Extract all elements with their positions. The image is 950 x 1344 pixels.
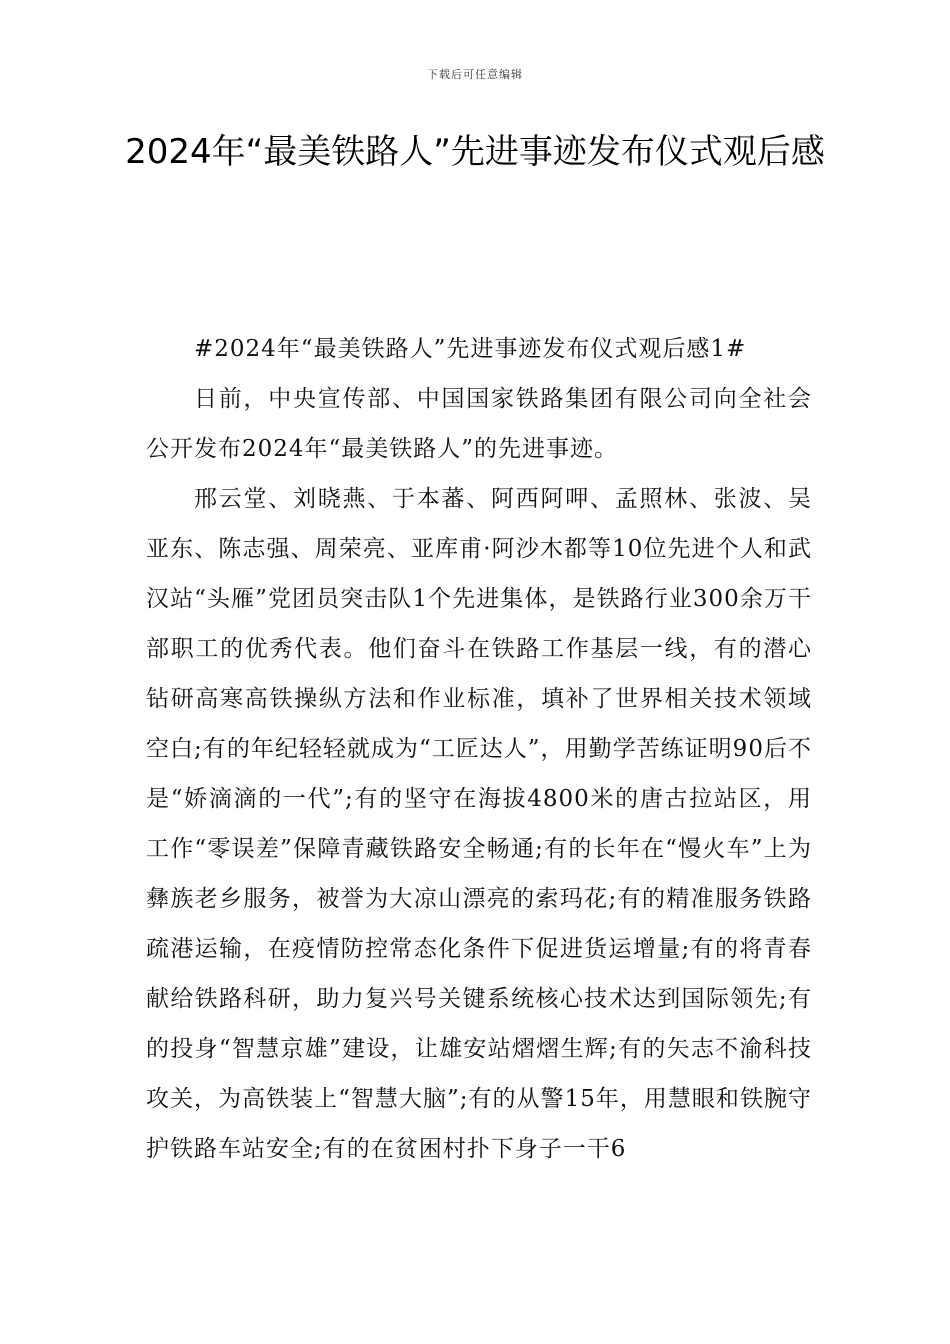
document-title: 2024年“最美铁路人”先进事迹发布仪式观后感	[125, 132, 825, 172]
document-body	[146, 324, 812, 1174]
body-paragraph: 邢云堂、刘晓燕、于本蕃、阿西阿呷、孟照林、张波、吴亚东、陈志强、周荣亮、亚库甫·阿沙木都等10位先进个人和武汉站“头雁”党团员突击队1个先进集体，是铁路行业300余万干部职工的优秀代表。他们奋斗在铁路工作基层一线，有的潜心钻研高寒高铁操纵方法和作业标准，填补了世界相关技术领域空白;有的年纪轻轻就成为“工匠达人”，用勤学苦练证明90后不是“娇滴滴的一代”;有的坚守在海拔4800米的唐古拉站区，用工作“零误差”保障青藏铁路安全畅通;有的长年在“慢火车”上为彝族老乡服务，被誉为大凉山漂亮的索玛花;有的精准服务铁路疏港运输，在疫情防控常态化条件下促进货运增量;有的将青春献给铁路科研，助力复兴号关键系统核心技术达到国际领先;有的投身“智慧京雄”建设，让雄安站熠熠生辉;有的矢志不渝科技攻关，为高铁装上“智慧大脑”;有的从警15年，用慧眼和铁腕守护铁路车站安全;有的在贫困村扑下身子一干6	[146, 486, 812, 1162]
body-paragraph: 日前，中央宣传部、中国国家铁路集团有限公司向全社会公开发布2024年“最美铁路人”的先进事迹。	[146, 386, 812, 462]
section-heading: #2024年“最美铁路人”先进事迹发布仪式观后感1#	[194, 336, 747, 362]
header-note: 下载后可任意编辑	[427, 68, 523, 81]
